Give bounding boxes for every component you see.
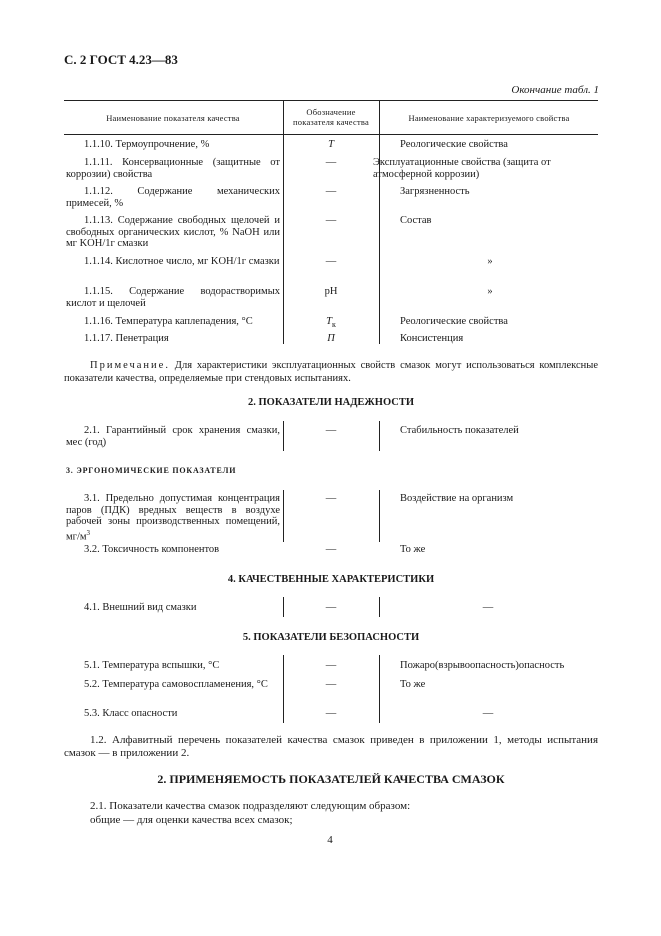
table-row-symbol: — [325,493,337,504]
table-row-symbol: — [325,186,337,197]
table-row-name [66,493,280,543]
table-row-property: То же [400,544,426,555]
page-number: 4 [327,834,333,846]
paragraph-2-1: 2.1. Показатели качества смазок подразделяют следующим образом: [90,800,411,812]
table-row-property: Пожаро(взрывоопасность)опасность [400,660,565,671]
table-row-property: — [482,602,494,613]
document-header: С. 2 ГОСТ 4.23—83 [64,52,178,67]
section-reliability-title: 2. ПОКАЗАТЕЛИ НАДЕЖНОСТИ [247,397,415,408]
table-row-name: 1.1.13. Содержание свободных щелочей и свободных органических кислот, % NaOH или мг KOH/1г смазки [66,215,280,249]
table-row-property: Реологические свойства [400,139,508,150]
table-row-property: Реологические свойства [400,316,508,327]
column-header-symbol-line2: показателя качества [293,117,369,127]
table-row-name: 1.1.17. Пенетрация [84,333,169,344]
symbol-subscript: к [331,320,336,330]
column-header-symbol-line1: Обозначение [306,107,356,117]
header-divider-right [379,100,380,134]
symbol-text: T [328,139,334,150]
note-text: Для характеристики эксплуатационных свойств смазок могут использоваться комплексные показатели качества, определяемые при стендовых испытаниях. [64,360,598,384]
unit-superscript: 3 [86,528,91,537]
s4-divider-right [379,597,380,617]
header-divider-left [283,100,284,134]
table-row-property: Загрязненность [400,186,470,197]
table-row-name: 4.1. Внешний вид смазки [84,602,197,613]
paragraph-general: общие — для оценки качества всех смазок; [90,814,293,826]
table-row-symbol: — [325,256,337,267]
table-row-property: Стабильность показателей [400,425,519,436]
table-row-symbol [286,316,376,331]
column-header-property: Наименование характеризуемого свойства [408,113,570,123]
table-row-name: 5.2. Температура самовоспламенения, °С [84,679,268,690]
section-safety-title: 5. ПОКАЗАТЕЛИ БЕЗОПАСНОСТИ [242,632,420,643]
s3-divider-left [283,490,284,542]
table-caption: Окончание табл. 1 [511,84,599,96]
table-row-symbol: — [325,157,337,168]
table-row-symbol: pH [324,286,338,297]
s3-divider-right [379,490,380,542]
s5-divider-left [283,655,284,723]
table-row-property: » [487,286,493,297]
table-row-symbol: — [325,544,337,555]
row-name-text: 3.1. Предельно допустимая концентрация паров (ПДК) вредных веществ в воздухе рабочей зоны производственных помещений, мг/м [66,493,280,542]
table-row-property: — [482,708,494,719]
table-row-symbol: — [325,679,337,690]
table-row-symbol: — [325,708,337,719]
table-row-name: 3.2. Токсичность компонентов [84,544,220,555]
table-row-property: То же [400,679,426,690]
symbol-text: T [326,316,332,327]
table-row-name: 5.3. Класс опасности [84,708,178,719]
s2-divider-right [379,421,380,451]
table-row-name: 1.1.10. Термоупрочнение, % [84,139,210,150]
header-bottom-rule [64,134,598,135]
section-ergonomic-title: 3. ЭРГОНОМИЧЕСКИЕ ПОКАЗАТЕЛИ [66,466,237,475]
table-row-property: Состав [400,215,432,226]
note-label: Примечание. [90,360,170,371]
table-row-name: 5.1. Температура вспышки, °С [84,660,220,671]
table-note [64,359,598,385]
table-row-name: 1.1.14. Кислотное число, мг KOH/1г смазки [84,256,280,267]
table-row-name: 1.1.15. Содержание водорастворимых кислот и щелочей [66,286,280,309]
s4-divider-left [283,597,284,617]
section-qualitative-title: 4. КАЧЕСТВЕННЫЕ ХАРАКТЕРИСТИКИ [227,574,435,585]
table-row-symbol: — [325,602,337,613]
chapter-2-title: 2. ПРИМЕНЯЕМОСТЬ ПОКАЗАТЕЛЕЙ КАЧЕСТВА СМАЗОК [157,772,505,786]
table-row-symbol: — [325,660,337,671]
column-header-name: Наименование показателя качества [106,113,240,123]
column-header-symbol [285,107,377,127]
table-row-name: 1.1.16. Температура каплепадения, °С [84,316,253,327]
s2-divider-left [283,421,284,451]
table-row-property: Воздействие на организм [400,493,514,504]
table-top-rule [64,100,598,101]
table-row-symbol: — [325,215,337,226]
table-row-name: 1.1.11. Консервационные (защитные от коррозии) свойства [66,157,280,180]
table-row-property: » [487,256,493,267]
table-row-name: 1.1.12. Содержание механических примесей, % [66,186,280,209]
table-row-symbol [286,139,376,151]
body-divider-left [283,134,284,344]
paragraph-1-2: 1.2. Алфавитный перечень показателей качества смазок приведен в приложении 1, методы испытания смазок — в приложении 2. [64,734,598,759]
table-row-symbol: — [325,425,337,436]
table-row-property: Эксплуатационные свойства (защита от атмосферной коррозии) [373,157,551,180]
table-row-name: 2.1. Гарантийный срок хранения смазки, мес (год) [66,425,280,448]
table-row-symbol: П [327,333,335,344]
table-row-property: Консистенция [400,333,464,344]
s5-divider-right [379,655,380,723]
